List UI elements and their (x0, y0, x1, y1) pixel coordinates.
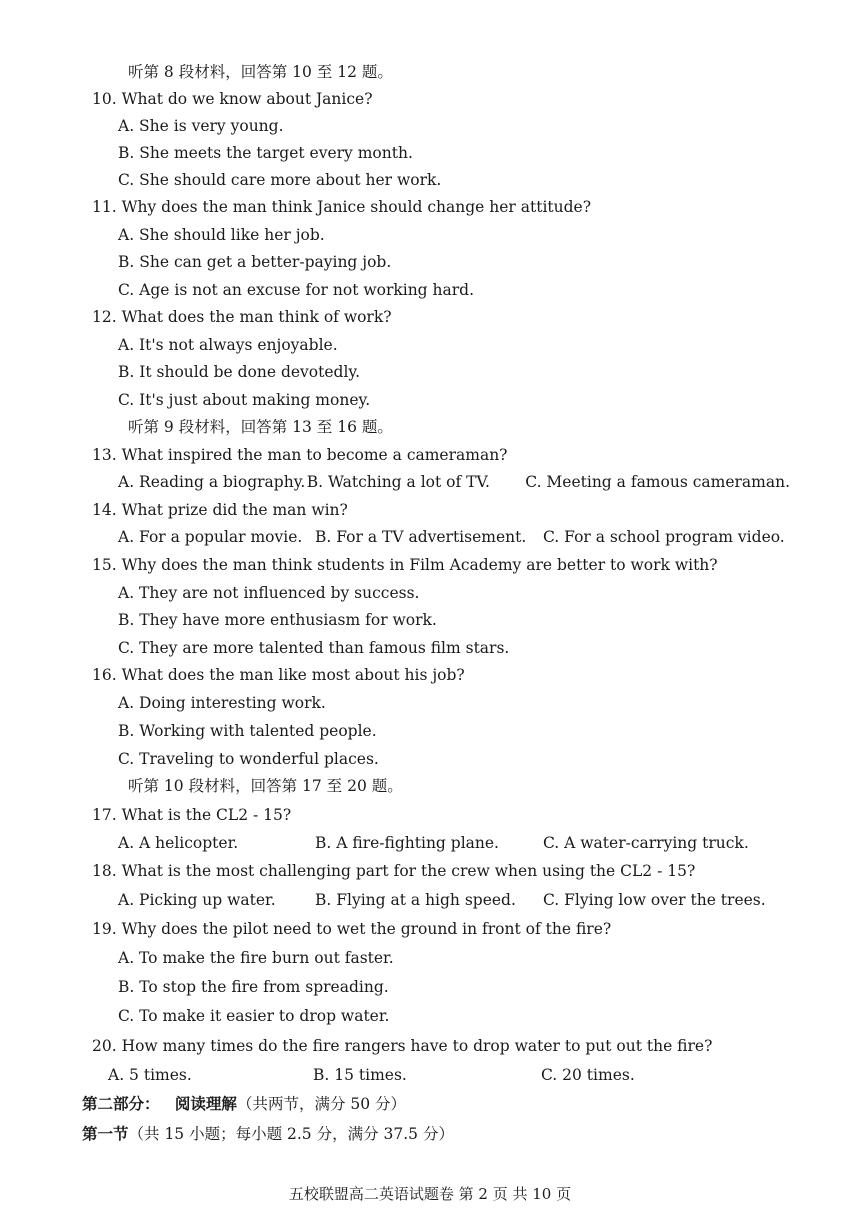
question-17-option-c: C. A water-carrying truck. (543, 834, 749, 852)
question-15-option-c: C. They are more talented than famous film stars. (118, 639, 510, 657)
question-12: 12. What does the man think of work? (92, 308, 392, 326)
question-10-option-b: B. She meets the target every month. (118, 144, 413, 162)
question-13: 13. What inspired the man to become a cameraman? (92, 446, 508, 464)
question-11-option-a: A. She should like her job. (118, 226, 325, 244)
question-15-option-a: A. They are not influenced by success. (118, 584, 420, 602)
question-11-option-c: C. Age is not an excuse for not working hard. (118, 281, 475, 299)
reading-part-name: 阅读理解 (174, 1094, 237, 1113)
question-10: 10. What do we know about Janice? (92, 90, 373, 108)
question-10-option-c: C. She should care more about her work. (118, 171, 442, 189)
question-15-option-b: B. They have more enthusiasm for work. (118, 611, 437, 629)
question-17-options (118, 833, 790, 853)
reading-part-note: （共两节，满分 50 分） (236, 1095, 407, 1113)
question-16-option-c: C. Traveling to wonderful places. (118, 750, 379, 768)
question-12-option-a: A. It's not always enjoyable. (118, 336, 338, 354)
question-13-option-c: C. Meeting a famous cameraman. (525, 473, 790, 491)
reading-section-note: （共 15 小题；每小题 2.5 分，满分 37.5 分） (128, 1125, 454, 1143)
question-17: 17. What is the CL2 - 15? (92, 806, 292, 824)
question-16-option-a: A. Doing interesting work. (118, 694, 326, 712)
question-19: 19. Why does the pilot need to wet the ground in front of the fire? (92, 920, 612, 938)
question-18-option-b: B. Flying at a high speed. (315, 891, 516, 909)
question-14: 14. What prize did the man win? (92, 501, 348, 519)
question-12-option-c: C. It's just about making money. (118, 391, 371, 409)
listening-intro-9: 听第 9 段材料，回答第 13 至 16 题。 (128, 418, 393, 436)
question-14-option-a: A. For a popular movie. (118, 528, 303, 546)
reading-section-heading (82, 1124, 454, 1144)
question-14-option-b: B. For a TV advertisement. (315, 528, 527, 546)
question-14-option-c: C. For a school program video. (543, 528, 785, 546)
question-14-options (118, 527, 790, 547)
question-20-option-c: C. 20 times. (541, 1066, 635, 1084)
question-11: 11. Why does the man think Janice should change her attitude? (92, 198, 592, 216)
reading-part-heading (82, 1094, 406, 1114)
listening-intro-8: 听第 8 段材料，回答第 10 至 12 题。 (128, 63, 393, 81)
question-13-option-a: A. Reading a biography. (118, 473, 306, 491)
page-footer: 五校联盟高二英语试题卷 第 2 页 共 10 页 (288, 1185, 572, 1203)
question-13-option-b: B. Watching a lot of TV. (306, 473, 490, 491)
question-19-option-c: C. To make it easier to drop water. (118, 1007, 390, 1025)
question-13-options (118, 472, 790, 492)
reading-section-title: 第一节 (82, 1124, 129, 1143)
question-20-options (108, 1065, 790, 1085)
question-19-option-b: B. To stop the fire from spreading. (118, 978, 389, 996)
question-19-option-a: A. To make the fire burn out faster. (118, 949, 394, 967)
question-20-option-a: A. 5 times. (108, 1066, 192, 1084)
question-18-option-a: A. Picking up water. (118, 891, 276, 909)
listening-intro-10: 听第 10 段材料，回答第 17 至 20 题。 (128, 777, 403, 795)
question-16: 16. What does the man like most about his job? (92, 666, 465, 684)
question-18-option-c: C. Flying low over the trees. (543, 891, 766, 909)
question-11-option-b: B. She can get a better-paying job. (118, 253, 392, 271)
question-20-option-b: B. 15 times. (313, 1066, 407, 1084)
question-12-option-b: B. It should be done devotedly. (118, 363, 361, 381)
question-18-options (118, 890, 790, 910)
question-16-option-b: B. Working with talented people. (118, 722, 377, 740)
reading-part-title: 第二部分： (82, 1094, 160, 1113)
question-15: 15. Why does the man think students in Film Academy are better to work with? (92, 556, 718, 574)
question-17-option-a: A. A helicopter. (118, 834, 239, 852)
question-18: 18. What is the most challenging part for the crew when using the CL2 - 15? (92, 862, 696, 880)
question-10-option-a: A. She is very young. (118, 117, 284, 135)
question-17-option-b: B. A fire-fighting plane. (315, 834, 499, 852)
question-20: 20. How many times do the fire rangers have to drop water to put out the fire? (92, 1037, 713, 1055)
